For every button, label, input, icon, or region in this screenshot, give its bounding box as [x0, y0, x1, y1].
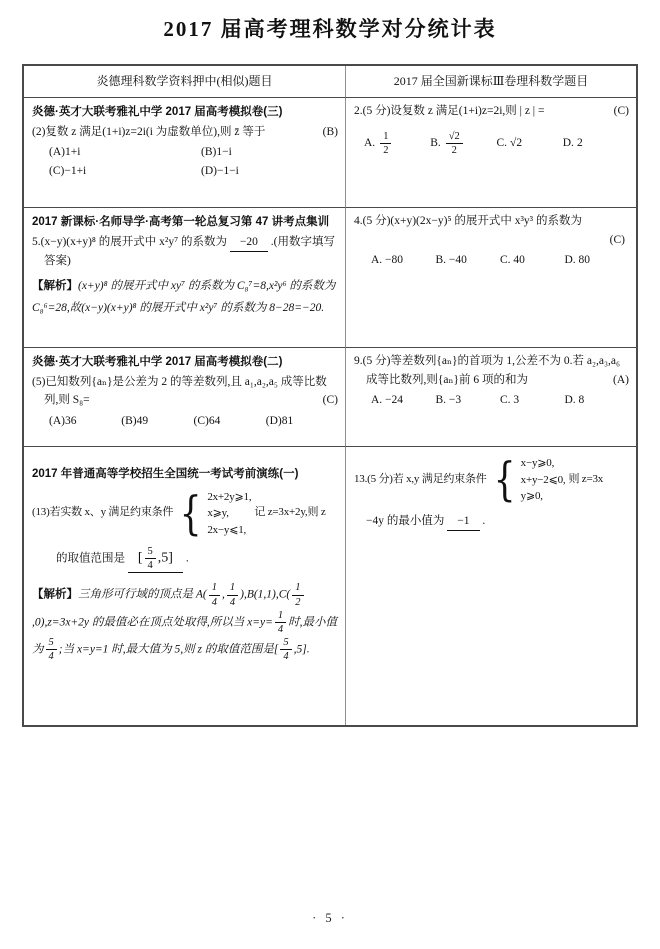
option-item	[497, 134, 563, 153]
blank-answer: −20	[230, 233, 268, 253]
cell-row1-left	[24, 97, 346, 207]
fraction	[380, 130, 391, 157]
fraction-numerator: 1	[275, 609, 286, 623]
question-body: .	[482, 514, 486, 527]
left-brace-glyph: {	[493, 452, 516, 507]
options-list	[354, 391, 629, 410]
answer-label: (A)	[613, 373, 629, 386]
option-item: (B)49	[121, 414, 149, 427]
option-item	[430, 130, 496, 157]
question-source: 炎德·英才大联考雅礼中学 2017 届高考模拟卷(二)	[32, 356, 283, 368]
question-body: 5.(x−y)(x+y)⁸ 的展开式中 x²y⁷ 的系数为	[32, 235, 228, 248]
fraction	[275, 609, 286, 636]
fraction-numerator: √2	[446, 130, 463, 144]
fraction-denominator: 4	[211, 596, 217, 608]
analysis-body: (x+y)⁸ 的展开式中 xy⁷ 的系数为 C₈⁷=8,x²y⁶ 的系数为 C₈⁶=28,故(x−y)(x+y)⁸ 的展开式中 x²y⁷ 的系数为 8−28=−20.	[32, 279, 336, 315]
question-text	[354, 102, 629, 121]
option-item: D. 80	[564, 254, 591, 267]
comparison-table	[22, 64, 638, 727]
constraint-line: 2x+2y⩾1,	[207, 490, 252, 503]
fraction-numerator: 1	[292, 581, 303, 595]
option-item: A. −80	[371, 254, 404, 267]
question-text	[354, 212, 629, 231]
fraction	[280, 636, 291, 663]
constraint-lines	[521, 455, 566, 505]
question-text	[354, 512, 629, 532]
cell-row3-left	[24, 347, 346, 446]
cell-row2-left	[24, 207, 346, 347]
fraction	[227, 581, 238, 608]
option-item: (D)−1−i	[201, 164, 239, 177]
options-list	[32, 412, 338, 431]
option-item	[364, 130, 430, 157]
question-source: 炎德·英才大联考雅礼中学 2017 届高考模拟卷(三)	[32, 106, 283, 118]
option-item: B. −40	[435, 254, 467, 267]
option-item: (D)81	[265, 414, 294, 427]
fraction-numerator: 1	[227, 581, 238, 595]
fraction-numerator: 1	[380, 130, 391, 144]
page-number: · 5 ·	[312, 911, 348, 925]
constraint-system	[490, 452, 566, 507]
question-body: 则 z=3x	[568, 472, 604, 485]
fraction	[46, 636, 57, 663]
analysis-body: ),B(1,1),C(	[240, 588, 291, 601]
fraction-denominator: 2	[383, 144, 389, 156]
answer-label: (C)	[322, 394, 338, 407]
constraint-line: x−y⩾0,	[520, 457, 555, 469]
fraction-numerator: 5	[46, 636, 57, 650]
question-source: 2017 年普通高等学校招生全国统一考试考前演练(一)	[32, 468, 299, 480]
analysis-body: ,0),z=3x+2y 的最值必在顶点处取得,所以当 x=y=	[32, 615, 273, 628]
question-body: .(用数字填写答案)	[44, 235, 335, 268]
question-body: .	[185, 552, 189, 565]
constraint-line: x⩾y,	[207, 507, 229, 520]
cell-row1-right	[346, 97, 636, 207]
option-label: D.	[562, 136, 574, 149]
question-body: 记 z=3x+2y,则 z	[254, 506, 326, 519]
question-text	[32, 233, 338, 271]
option-item: (C)−1+i	[49, 164, 87, 177]
analysis-body: ,5].	[293, 643, 310, 656]
question-text	[32, 545, 338, 573]
fraction-denominator: 2	[295, 596, 301, 608]
analysis-label: 【解析】	[32, 588, 78, 601]
options-list	[354, 251, 629, 270]
question-text	[354, 452, 629, 507]
constraint-lines	[207, 489, 251, 539]
fraction-denominator: 4	[283, 651, 289, 662]
question-body: 的取值范围是	[56, 552, 125, 565]
option-label: A.	[364, 136, 376, 149]
question-text	[32, 485, 338, 540]
fraction	[209, 581, 220, 608]
fraction	[446, 130, 463, 157]
question-body: 13.(5 分)若 x,y 满足约束条件	[354, 472, 487, 485]
question-body: −4y 的最小值为	[366, 514, 445, 527]
option-item: C. 3	[500, 394, 520, 407]
analysis-text	[32, 581, 338, 663]
option-value: √2	[510, 136, 523, 149]
option-label: B.	[430, 136, 441, 149]
option-item: D. 8	[564, 394, 585, 407]
fraction-denominator: 4	[48, 651, 54, 662]
fraction-denominator: 4	[147, 560, 153, 572]
question-text	[32, 123, 338, 142]
answer-label: (C)	[609, 233, 625, 246]
option-item: (C)64	[193, 414, 221, 427]
analysis-body: 时,最小值为	[32, 615, 338, 656]
fraction-numerator: 5	[145, 545, 156, 559]
question-source: 2017 新课标·名师导学·高考第一轮总复习第 47 讲考点集训	[32, 216, 330, 228]
fraction-numerator: 5	[280, 636, 291, 650]
left-brace-glyph: {	[179, 485, 202, 540]
constraint-line: 2x−y⩽1,	[207, 523, 247, 536]
option-item: (A)36	[49, 414, 77, 427]
page-title: 2017 届高考理科数学对分统计表	[163, 17, 497, 41]
blank-answer: −1	[447, 512, 479, 532]
option-item	[563, 134, 629, 153]
option-item: A. −24	[371, 394, 404, 407]
cell-row3-right	[346, 347, 636, 446]
options-list	[32, 143, 338, 180]
option-value: 2	[576, 136, 583, 149]
constraint-line: y⩾0,	[520, 490, 543, 502]
analysis-body: 三角形可行域的顶点是 A(	[78, 588, 207, 601]
open-bracket: [	[137, 550, 143, 566]
question-body: 2.(5 分)设复数 z 满足(1+i)z=2i,则 | z | =	[354, 105, 545, 117]
option-item: B. −3	[435, 394, 462, 407]
fraction	[145, 545, 156, 572]
blank-answer	[128, 545, 183, 573]
question-body: (13)若实数 x、y 满足约束条件	[32, 506, 174, 519]
analysis-body: ;当 x=y=1 时,最大值为 5,则 z 的取值范围是[	[58, 643, 279, 656]
analysis-body: ,	[221, 588, 225, 601]
options-list	[354, 130, 629, 157]
fraction-numerator: 1	[209, 581, 220, 595]
constraint-system	[176, 485, 252, 540]
table-header-left: 炎德理科数学资料押中(相似)题目	[24, 66, 346, 97]
cell-row4-right	[346, 446, 636, 725]
constraint-line: x+y−2⩽0,	[520, 473, 566, 486]
question-body: (5)已知数列{aₙ}是公差为 2 的等差数列,且 a₁,a₂,a₅ 成等比数列,则 S₈=	[32, 375, 327, 407]
question-body: 4.(5 分)(x+y)(2x−y)⁵ 的展开式中 x³y³ 的系数为	[354, 215, 582, 227]
question-body: 9.(5 分)等差数列{aₙ}的首项为 1,公差不为 0.若 a₂,a₃,a₆ 成等比数列,则{aₙ}前 6 项的和为	[354, 355, 620, 386]
analysis-text	[32, 275, 338, 320]
option-item: C. 40	[500, 254, 525, 267]
fraction	[292, 581, 303, 608]
question-text	[354, 352, 629, 389]
answer-label: (C)	[613, 105, 629, 117]
close-bracket: ,5]	[157, 550, 173, 566]
fraction-denominator: 4	[277, 623, 284, 635]
question-body: (2)复数 z 满足(1+i)z=2i(i 为虚数单位),则 z̄ 等于	[32, 125, 266, 138]
option-item: (A)1+i	[49, 146, 81, 159]
option-item: (B)1−i	[201, 146, 232, 159]
analysis-label: 【解析】	[32, 279, 78, 292]
cell-row4-left	[24, 446, 346, 725]
question-text	[32, 373, 338, 410]
cell-row2-right	[346, 207, 636, 347]
answer-label: (B)	[322, 125, 338, 138]
option-label: C.	[496, 136, 508, 149]
fraction-denominator: 4	[229, 596, 236, 608]
fraction-denominator: 2	[451, 144, 457, 156]
table-header-right: 2017 届全国新课标Ⅲ卷理科数学题目	[393, 73, 589, 88]
